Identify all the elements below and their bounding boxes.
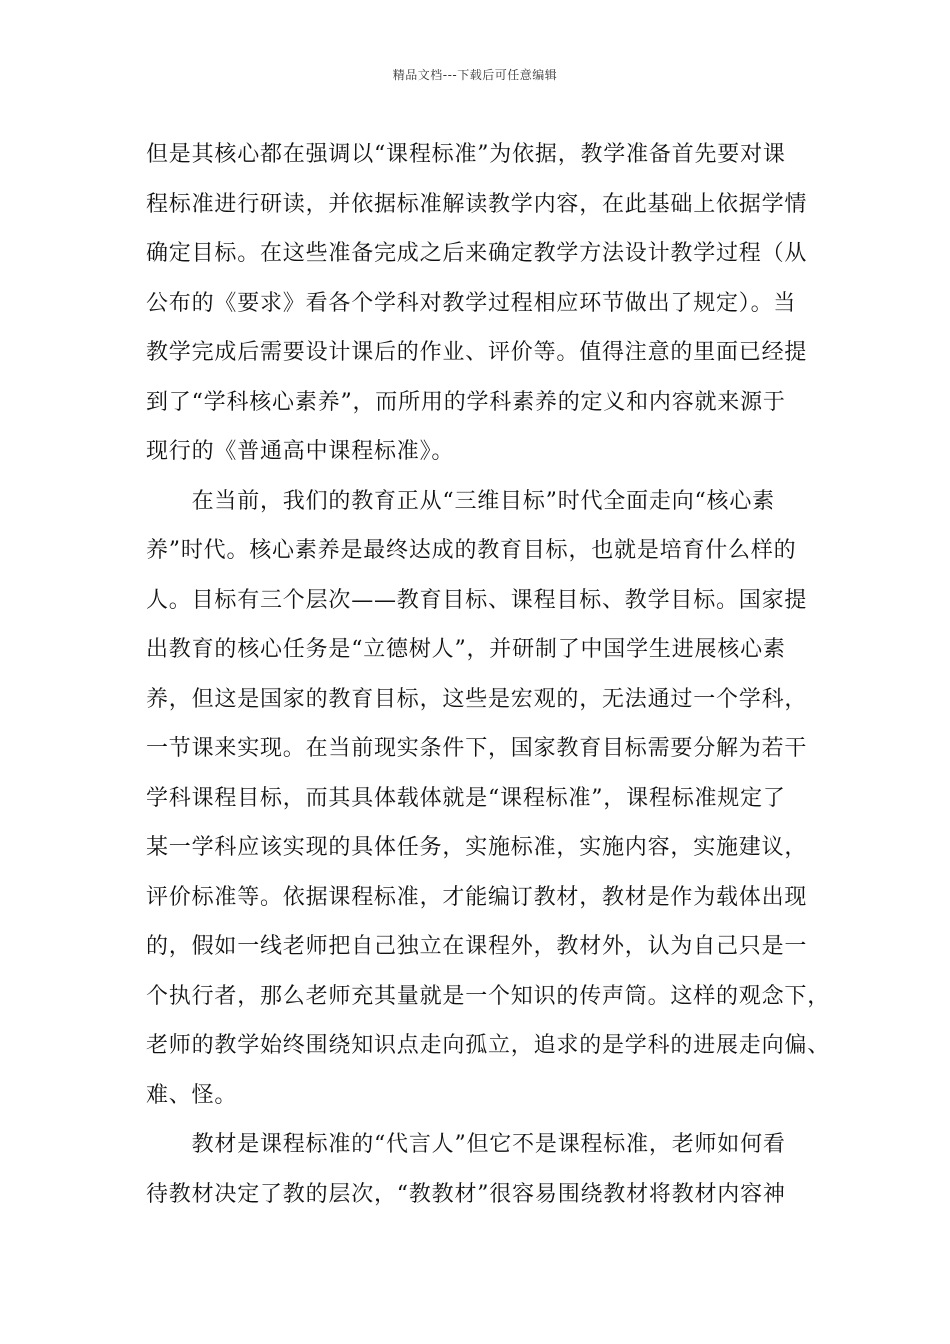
text-line: 但是其核心都在强调以“课程标准”为依据，教学准备首先要对课 <box>146 142 786 167</box>
text-line: 某一学科应该实现的具体任务，实施标准，实施内容，实施建议， <box>146 835 808 860</box>
text-line: 教学完成后需要设计课后的作业、评价等。值得注意的里面已经提 <box>146 340 808 365</box>
page-header: 精品文档---下载后可任意编辑 <box>392 68 558 82</box>
text-line: 出教育的核心任务是“立德树人”，并研制了中国学生进展核心素 <box>146 637 786 662</box>
text-line: 公布的《要求》看各个学科对教学过程相应环节做出了规定）。当 <box>146 290 797 316</box>
text-line: 养”时代。核心素养是最终达成的教育目标，也就是培育什么样的 <box>146 538 797 563</box>
text-line: 教材是课程标准的“代言人”但它不是课程标准，老师如何看 <box>146 1132 786 1157</box>
text-line: 老师的教学始终围绕知识点走向孤立，追求的是学科的进展走向偏、 <box>146 1033 831 1058</box>
text-line: 确定目标。在这些准备完成之后来确定教学方法设计教学过程（从 <box>146 241 808 266</box>
text-line: 一节课来实现。在当前现实条件下，国家教育目标需要分解为若干 <box>146 736 808 761</box>
text-line: 人。目标有三个层次——教育目标、课程目标、教学目标。国家提 <box>146 587 808 613</box>
text-line: 在当前，我们的教育正从“三维目标”时代全面走向“核心素 <box>146 488 775 514</box>
text-line: 到了“学科核心素养”，而所用的学科素养的定义和内容就来源于 <box>146 389 786 415</box>
text-line: 个执行者，那么老师充其量就是一个知识的传声筒。这样的观念下， <box>146 983 831 1009</box>
text-line: 程标准进行研读，并依据标准解读教学内容，在此基础上依据学情 <box>146 191 808 217</box>
text-line: 评价标准等。依据课程标准，才能编订教材，教材是作为载体出现 <box>146 884 808 910</box>
text-line: 难、怪。 <box>146 1082 238 1108</box>
text-line: 养，但这是国家的教育目标，这些是宏观的，无法通过一个学科， <box>146 686 808 712</box>
body-text <box>146 130 831 1219</box>
text-line: 的，假如一线老师把自己独立在课程外，教材外，认为自己只是一 <box>146 934 808 959</box>
text-line: 现行的《普通高中课程标准》。 <box>146 439 455 464</box>
text-line: 学科课程目标，而其具体载体就是“课程标准”，课程标准规定了 <box>146 785 786 811</box>
text-line: 待教材决定了教的层次，“教教材”很容易围绕教材将教材内容神 <box>146 1181 786 1207</box>
